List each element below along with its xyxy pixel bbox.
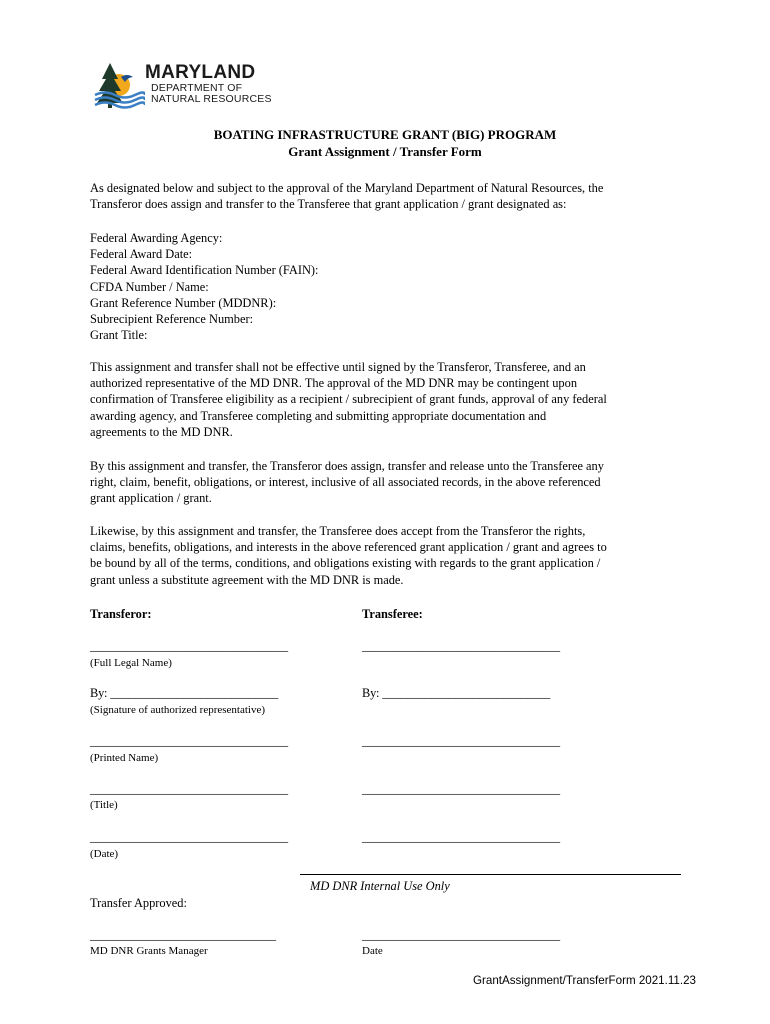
printed-name-label: (Printed Name): [90, 752, 159, 764]
logo-line-department: DEPARTMENT OF: [151, 82, 243, 94]
signature-label: (Signature of authorized representative): [90, 704, 266, 716]
field-grant-reference: Grant Reference Number (MDDNR):: [90, 295, 277, 310]
field-federal-awarding-agency: Federal Awarding Agency:: [90, 231, 223, 245]
paragraph-line: agreements to the MD DNR.: [90, 424, 233, 439]
transferor-full-name-field[interactable]: _________________________________: [90, 639, 288, 653]
transferor-printed-name-field[interactable]: _________________________________: [90, 734, 288, 748]
acceptance-paragraph: [90, 523, 680, 588]
transferor-signature-field[interactable]: By: ____________________________: [90, 686, 279, 700]
grants-manager-label: MD DNR Grants Manager: [90, 945, 208, 957]
paragraph-line: right, claim, benefit, obligations, or interest, inclusive of all associated records, in the above referenced: [90, 475, 601, 490]
paragraph-line: claims, benefits, obligations, and interests in the above referenced grant application / grant and agrees to: [90, 540, 607, 555]
intro-line: As designated below and subject to the approval of the Maryland Department of Natural Resources, the: [90, 181, 604, 195]
form-subtitle: Grant Assignment / Transfer Form: [288, 144, 482, 159]
field-grant-title: Grant Title:: [90, 328, 148, 343]
effective-paragraph: [90, 359, 680, 440]
date-label: (Date): [90, 848, 119, 860]
paragraph-line: authorized representative of the MD DNR. The approval of the MD DNR may be contingent upon: [90, 376, 578, 391]
dnr-emblem-icon: [93, 59, 145, 111]
intro-line: Transferor does assign and transfer to the Transferee that grant application / grant designated as:: [90, 197, 567, 212]
internal-use-divider: [300, 874, 681, 875]
grant-fields: [90, 230, 680, 343]
paragraph-line: confirmation of Transferee eligibility as a recipient / subrecipient of grant funds, approval of any federal: [90, 392, 607, 407]
transferee-full-name-field[interactable]: _________________________________: [362, 639, 560, 653]
form-title: BOATING INFRASTRUCTURE GRANT (BIG) PROGRAM: [213, 127, 557, 142]
assignment-paragraph: [90, 458, 680, 507]
field-cfda: CFDA Number / Name:: [90, 279, 209, 294]
paragraph-line: be bound by all of the terms, conditions, and obligations existing with regards to the grant application /: [90, 556, 601, 571]
form-version-footer: GrantAssignment/TransferForm 2021.11.23: [473, 974, 696, 987]
full-legal-name-label: (Full Legal Name): [90, 657, 172, 669]
field-fain: Federal Award Identification Number (FAIN):: [90, 263, 319, 278]
paragraph-line: This assignment and transfer shall not be effective until signed by the Transferor, Transferee, and an: [90, 360, 586, 374]
transfer-approved-label: Transfer Approved:: [90, 896, 187, 910]
transferee-signature-field[interactable]: By: ____________________________: [362, 686, 551, 700]
field-subrecipient-reference: Subrecipient Reference Number:: [90, 312, 254, 327]
transferee-printed-name-field[interactable]: _________________________________: [362, 734, 560, 748]
title-label: (Title): [90, 799, 118, 811]
grants-manager-signature-field[interactable]: _______________________________: [90, 928, 276, 942]
transferor-heading: Transferor:: [90, 607, 152, 621]
intro-paragraph: [90, 180, 680, 212]
transferee-date-field[interactable]: _________________________________: [362, 830, 560, 844]
transferor-title-field[interactable]: _________________________________: [90, 782, 288, 796]
transferor-date-field[interactable]: _________________________________: [90, 830, 288, 844]
transferee-heading: Transferee:: [362, 607, 423, 621]
dnr-logo: [93, 59, 273, 111]
approval-date-field[interactable]: _________________________________: [362, 928, 560, 942]
paragraph-line: By this assignment and transfer, the Transferor does assign, transfer and release unto the Transferee any: [90, 459, 604, 473]
paragraph-line: Likewise, by this assignment and transfer, the Transferee does accept from the Transferor the rights,: [90, 524, 586, 538]
logo-line-natural-resources: NATURAL RESOURCES: [151, 93, 272, 105]
paragraph-line: grant unless a substitute agreement with the MD DNR is made.: [90, 572, 404, 587]
internal-use-heading: MD DNR Internal Use Only: [310, 879, 450, 893]
transferee-title-field[interactable]: _________________________________: [362, 782, 560, 796]
field-federal-award-date: Federal Award Date:: [90, 247, 193, 262]
approval-date-label: Date: [362, 945, 383, 957]
paragraph-line: grant application / grant.: [90, 491, 212, 506]
logo-line-maryland: MARYLAND: [145, 62, 256, 83]
paragraph-line: awarding agency, and Transferee completing and submitting appropriate documentation and: [90, 408, 547, 423]
